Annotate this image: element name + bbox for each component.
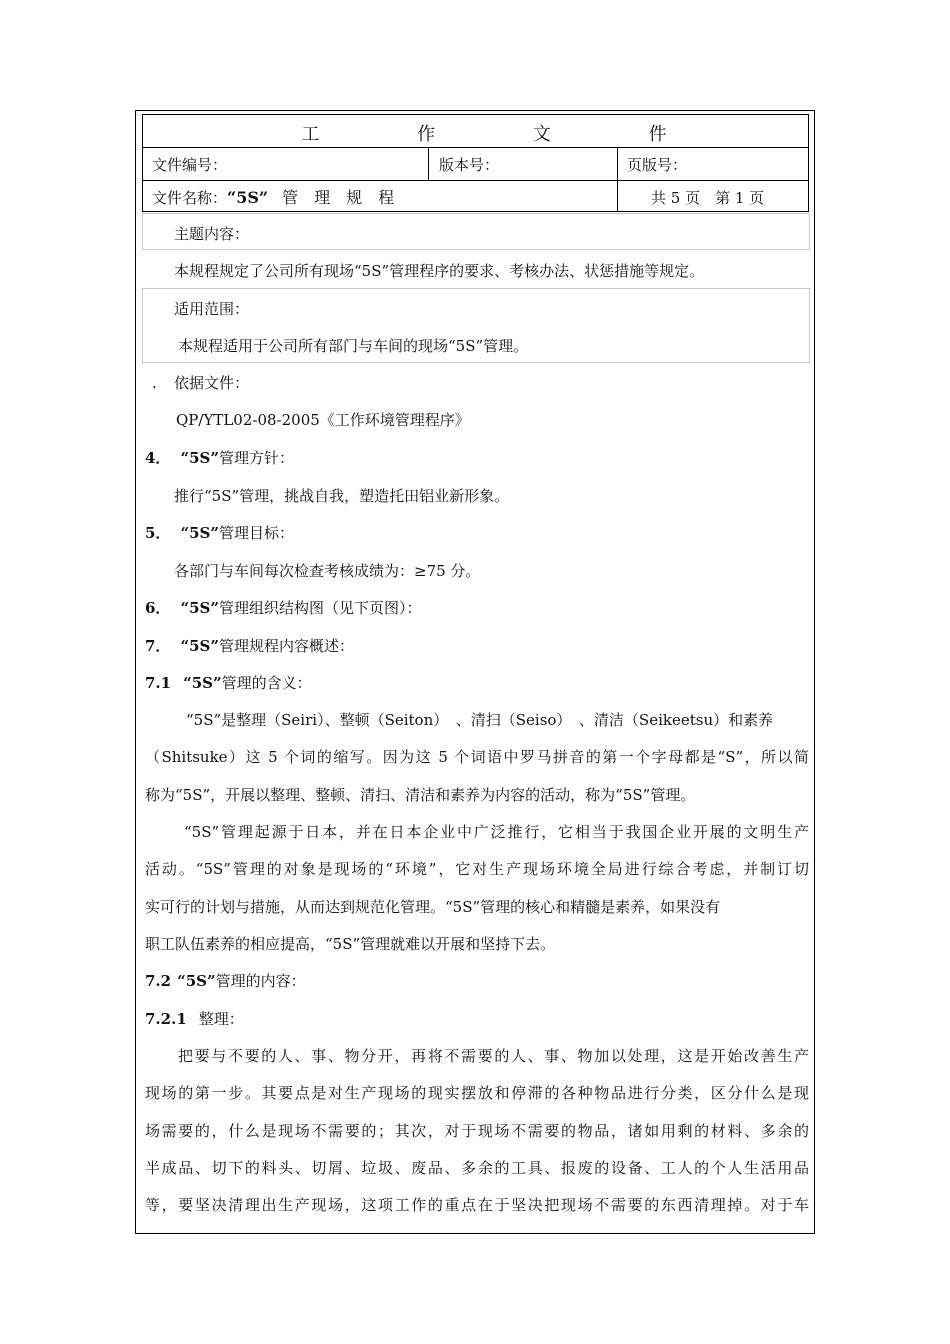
doc-name-field — [152, 188, 394, 208]
doc-name-text: 管 理 规 程 — [282, 188, 395, 207]
basis-number: . — [152, 374, 157, 392]
document-title: 工 作 文 件 — [301, 124, 713, 145]
header-divider — [143, 180, 808, 181]
subject-title: 主题内容： — [174, 225, 250, 243]
paragraph-3-line-2: 现场的第一步。其要点是对生产现场的现实摆放和停滞的各种物品进行分类，区分什么是现 — [145, 1084, 809, 1102]
scope-text: 本规程适用于公司所有部门与车间的现场“5S”管理。 — [178, 337, 529, 355]
basis-text: QP/YTL02-08-2005《工作环境管理程序》 — [176, 411, 470, 429]
paragraph-1-line-2: （Shitsuke）这 5 个词的缩写。因为这 5 个词语中罗马拼音的第一个字母都是“S”，所以简 — [145, 748, 809, 766]
basis-title: 依据文件： — [174, 374, 250, 392]
header-table — [142, 114, 809, 212]
page-count: 共 5 页 第 1 页 — [651, 189, 765, 207]
section-7-2-1-heading: 7.2.1 整理： — [145, 1010, 244, 1028]
paragraph-1-line-1: “5S”是整理（Seiri）、整顿（Seiton） 、清扫（Seiso） 、清洁（Seikeetsu）和素养 — [186, 711, 774, 729]
doc-name-label: 文件名称： — [152, 189, 228, 207]
subject-text: 本规程规定了公司所有现场“5S”管理程序的要求、考核办法、状惩措施等规定。 — [174, 262, 705, 280]
version-label: 版本号： — [439, 156, 500, 174]
paragraph-3-line-1: 把要与不要的人、事、物分开，再将不需要的人、事、物加以处理，这是开始改善生产 — [178, 1047, 809, 1065]
paragraph-2-line-4: 职工队伍素养的相应提高，“5S”管理就难以开展和坚持下去。 — [145, 935, 556, 953]
section-7-heading: 7． “5S”管理规程内容概述： — [145, 637, 354, 655]
paragraph-2-line-3: 实可行的计划与措施，从而达到规范化管理。“5S”管理的核心和精髓是素养，如果没有 — [145, 898, 721, 916]
paragraph-2-line-2: 活动。“5S”管理的对象是现场的“环境”，它对生产现场环境全局进行综合考虑，并制订切 — [145, 860, 809, 878]
paragraph-3-line-5: 等，要坚决清理出生产现场，这项工作的重点在于坚决把现场不需要的东西清理掉。对于车 — [145, 1196, 809, 1214]
scope-title: 适用范围： — [174, 300, 250, 318]
section-5-text: 各部门与车间每次检查考核成绩为：≥75 分。 — [174, 562, 481, 580]
doc-number-label: 文件编号： — [152, 156, 228, 174]
paragraph-1-line-3: 称为“5S”，开展以整理、整顿、清扫、清洁和素养为内容的活动，称为“5S”管理。 — [145, 786, 696, 804]
header-column-divider — [428, 147, 429, 180]
section-4-text: 推行“5S”管理，挑战自我，塑造托田铝业新形象。 — [174, 487, 510, 505]
header-divider — [143, 147, 808, 148]
section-7-2-heading: 7.2 “5S”管理的内容： — [145, 972, 306, 990]
section-6-heading: 6． “5S”管理组织结构图（见下页图）： — [145, 599, 422, 617]
paragraph-3-line-3: 场需要的，什么是现场不需要的；其次，对于现场不需要的物品，诸如用剩的材料、多余的 — [145, 1122, 809, 1140]
section-5-heading: 5． “5S”管理目标： — [145, 524, 294, 542]
section-7-1-heading: 7.1 “5S”管理的含义： — [145, 674, 312, 692]
paragraph-3-line-4: 半成品、切下的料头、切屑、垃圾、废品、多余的工具、报废的设备、工人的个人生活用品 — [145, 1159, 809, 1177]
doc-name-5s: “5S” — [227, 188, 269, 207]
section-4-heading: 4． “5S”管理方针： — [145, 449, 294, 467]
header-column-divider — [617, 147, 618, 212]
paragraph-2-line-1: “5S”管理起源于日本，并在日本企业中广泛推行，它相当于我国企业开展的文明生产 — [184, 823, 809, 841]
page-version-label: 页版号： — [627, 156, 688, 174]
